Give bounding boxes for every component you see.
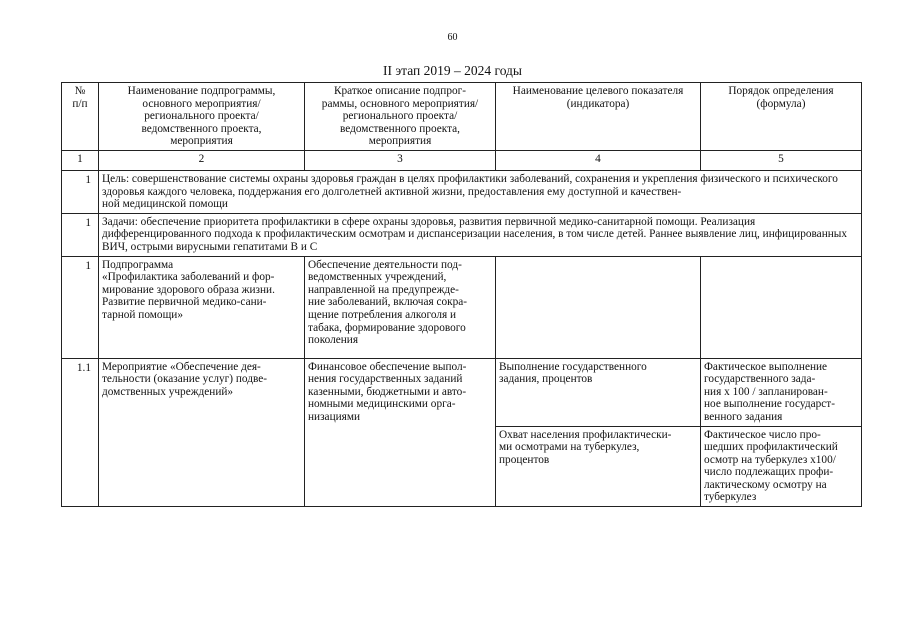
subprogram-formula <box>701 256 862 358</box>
column-number: 3 <box>305 150 496 170</box>
header-name: Наименование подпрограммы, основного мероприятия/ регионального проекта/ ведомственного проекта, мероприятия <box>99 83 305 151</box>
column-number: 1 <box>62 150 99 170</box>
subprogram-row <box>62 256 862 358</box>
activity-name: Мероприятие «Обеспечение дея- тельности (оказание услуг) подве- домственных учреждений» <box>99 358 305 507</box>
activity-number: 1.1 <box>62 358 99 507</box>
column-number: 2 <box>99 150 305 170</box>
activity-row <box>62 358 862 426</box>
subprogram-description: Обеспечение деятельности под- ведомственных учреждений, направленной на предупрежде- ние заболеваний, включая сокра- щение потребления алкоголя и табака, формирование здорового поколения <box>305 256 496 358</box>
header-formula: Порядок определения (формула) <box>701 83 862 151</box>
column-number: 4 <box>496 150 701 170</box>
goal-text: Цель: совершенствование системы охраны здоровья граждан в целях профилактики заболеваний, сохранения и укрепления физического и психического здоровья каждого человека, поддержания его долголетней активной жизни, предоставления ему доступной и качествен- ной медицинской помощи <box>99 170 862 213</box>
column-number-row <box>62 150 862 170</box>
header-indicator: Наименование целевого показателя (индикатора) <box>496 83 701 151</box>
activity-formula: Фактическое число про- шедших профилактический осмотр на туберкулез х100/ число подлежащих профи- лактическому осмотру на туберкулез <box>701 426 862 507</box>
activity-indicator: Выполнение государственного задания, процентов <box>496 358 701 426</box>
tasks-text: Задачи: обеспечение приоритета профилактики в сфере охраны здоровья, развития первичной медико-санитарной помощи. Реализация дифференцированного подхода к профилактическим осмотрам и диспансеризации населения, в том числе детей. Раннее выявление лиц, инфицированных ВИЧ, острыми вирусными гепатитами В и С <box>99 213 862 256</box>
activity-formula: Фактическое выполнение государственного зада- ния х 100 / запланирован- ное выполнение государст- венного задания <box>701 358 862 426</box>
subprogram-name: Подпрограмма «Профилактика заболеваний и фор- мирование здорового образа жизни. Развитие первичной медико-сани- тарной помощи» <box>99 256 305 358</box>
column-number: 5 <box>701 150 862 170</box>
program-table <box>61 82 862 507</box>
header-number: № п/п <box>62 83 99 151</box>
goal-number: 1 <box>62 170 99 213</box>
activity-indicator: Охват населения профилактически- ми осмотрами на туберкулез, процентов <box>496 426 701 507</box>
tasks-row <box>62 213 862 256</box>
header-description: Краткое описание подпрог- раммы, основного мероприятия/ регионального проекта/ ведомственного проекта, мероприятия <box>305 83 496 151</box>
page-number: 60 <box>447 32 458 43</box>
goal-row <box>62 170 862 213</box>
tasks-number: 1 <box>62 213 99 256</box>
subprogram-number: 1 <box>62 256 99 358</box>
subprogram-indicator <box>496 256 701 358</box>
stage-title: II этап 2019 – 2024 годы <box>382 63 522 78</box>
activity-description: Финансовое обеспечение выпол- нения государственных заданий казенными, бюджетными и авто- номными медицинскими орга- низациями <box>305 358 496 507</box>
header-row <box>62 83 862 151</box>
